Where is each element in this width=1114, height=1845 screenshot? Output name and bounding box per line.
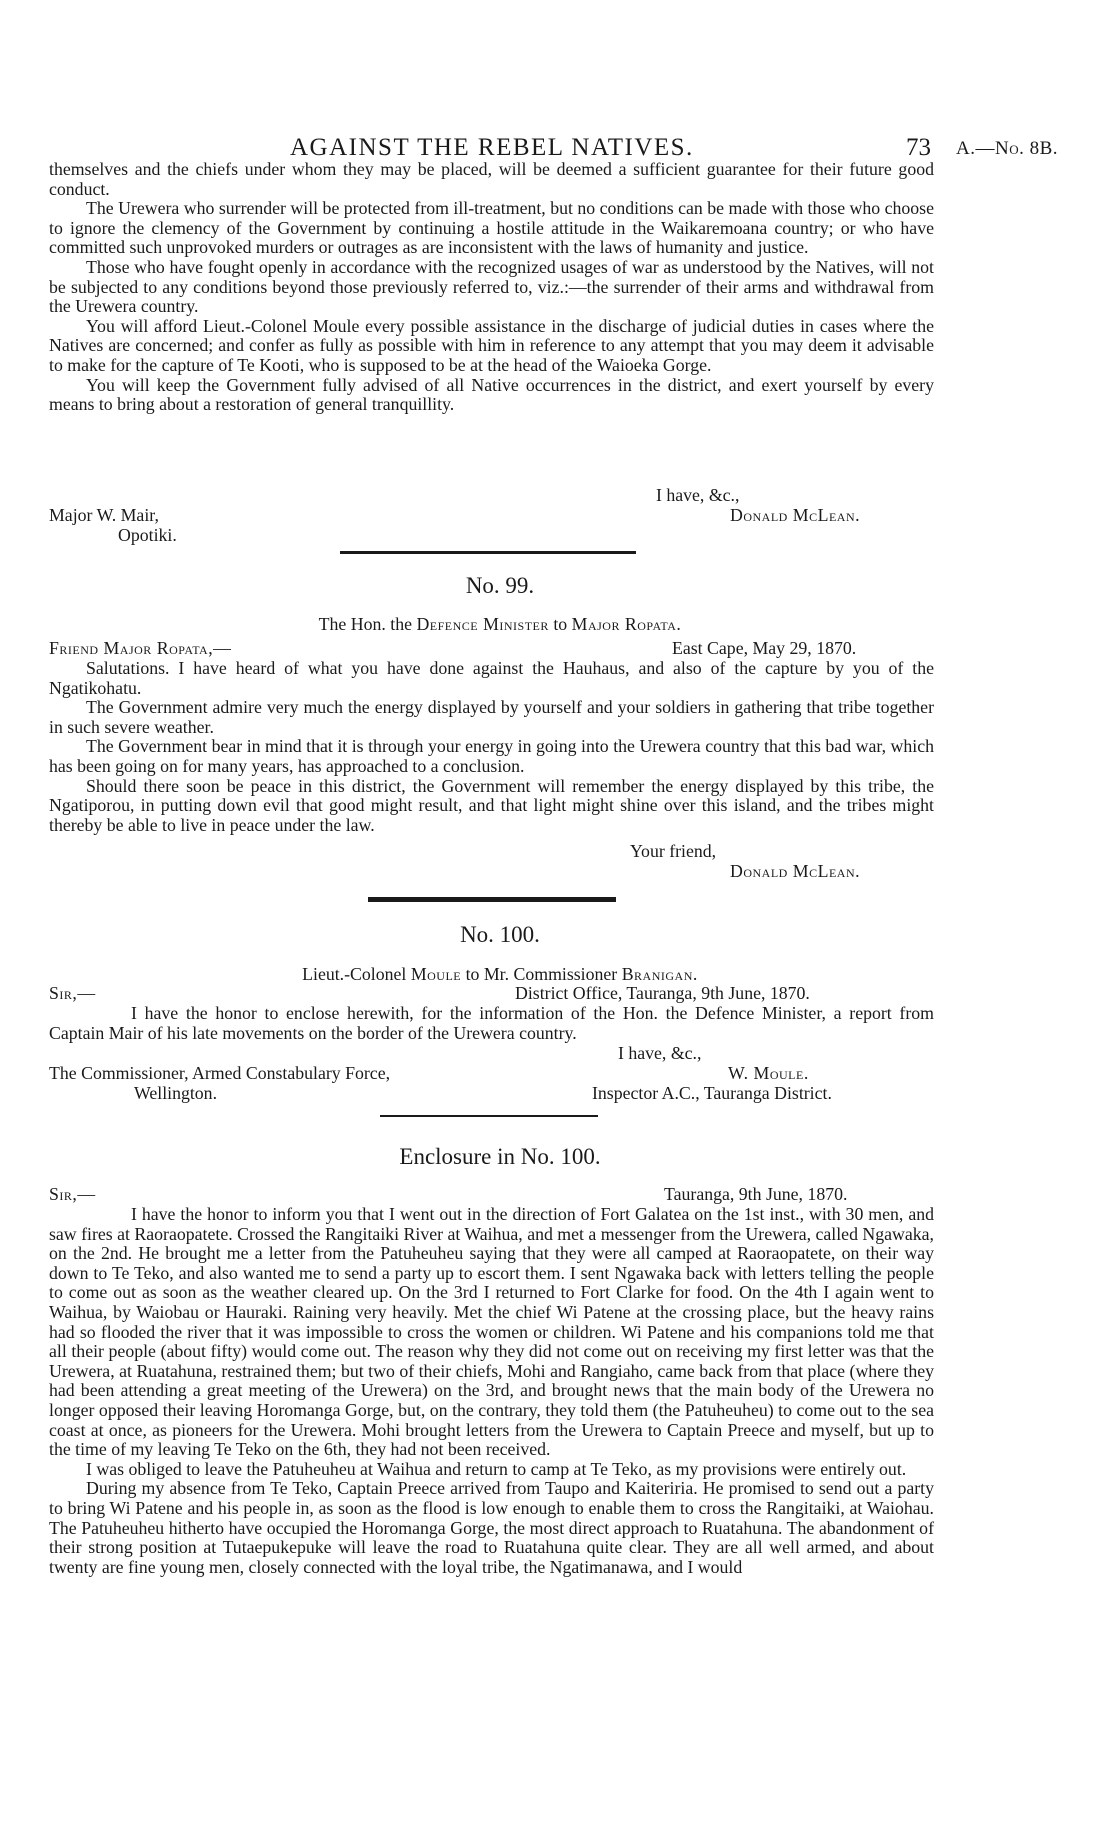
section-heading: Enclosure in No. 100. [399,1144,601,1169]
signature: W. Moule. [728,1063,809,1083]
addressee: The Commissioner, Armed Constabulary Force, [49,1063,391,1083]
place-date: District Office, Tauranga, 9th June, 1870. [515,983,810,1003]
signature: Donald McLean. [730,861,861,881]
place-date: Tauranga, 9th June, 1870. [664,1184,848,1204]
paragraph: The Government bear in mind that it is through your energy in going into the Urewera country that this bad war, which has been going on for many years, has approached to a conclusion. [49,736,934,776]
enclosure-body [49,1205,934,1577]
paragraph: You will afford Lieut.-Colonel Moule every possible assistance in the discharge of judicial duties in cases where the Natives are concerned; and confer as fully as possible with him in reference to any attempt that you may deem it advisable to make for the capture of Te Kooti, who is supposed to be at the head of the Waioeka Gorge. [49,315,934,375]
closing: I have, &c., [656,485,740,505]
section-heading: No. 100. [460,922,540,947]
paragraph: You will keep the Government fully advised of all Native occurrences in the district, and exert yourself by every means to bring about a restoration of general tranquillity. [49,374,934,415]
signature-title: Inspector A.C., Tauranga District. [592,1083,832,1103]
addressee: Major W. Mair, [49,505,159,525]
section-rule [380,1115,598,1117]
paragraph: The Government admire very much the energy displayed by yourself and your soldiers in gathering that tribe together in such severe weather. [49,697,934,737]
section-rule [340,551,636,554]
closing: Your friend, [630,841,717,861]
document-reference: A.—No. 8B. [956,138,1059,159]
section-heading: No. 99. [465,573,535,598]
letter-100-body [49,1004,934,1043]
letter-98-body [49,160,934,415]
addressee-place: Opotiki. [118,525,177,545]
section-rule [368,897,616,902]
paragraph: themselves and the chiefs under whom they may be placed, will be deemed a sufficient guarantee for their future good conduct. [49,159,934,199]
running-title: AGAINST THE REBEL NATIVES. [290,134,694,161]
letter-99-body [49,659,934,835]
place-date: East Cape, May 29, 1870. [672,638,857,658]
section-subheading: Lieut.-Colonel Moule to Mr. Commissioner Branigan. [302,964,698,984]
salutation: Sir,— [49,983,96,1003]
paragraph: I was obliged to leave the Patuheuheu at Waihua and return to camp at Te Teko, as my provisions were entirely out. [86,1458,907,1479]
paragraph: The Urewera who surrender will be protected from ill-treatment, but no conditions can be made with those who choose to ignore the clemency of the Government by continuing a hostile attitude in the Waikaremoana country; or who have committed such unprovoked murders or outrages as are inconsistent with the laws of humanity and justice. [49,198,934,258]
salutation: Sir,— [49,1184,96,1204]
closing: I have, &c., [618,1043,702,1063]
paragraph: I have the honor to inform you that I went out in the direction of Fort Galatea on the 1st inst., with 30 men, and saw fires at Raoraopatete. Crossed the Rangitaiki River at Waihua, and met a messenger from the Urewera, called Ngawaka, on the 2nd. He brought me a letter from the Patuheuheu saying that they were all camped at Raoraopatete, on their way down to Te Teko, and also wanted me to send a party up to escort them. I sent Ngawaka back with letters telling the people to come out as soon as the weather cleared up. On the 3rd I returned to Fort Clarke for food. On the 4th I again went to Waihua, by Waiobau or Hauraki. Raining very heavily. Met the chief Wi Patene at the crossing place, but the heavy rains had so flooded the river that it was impossible to cross the women or children. Wi Patene and his companions told me that all their people (about fifty) would come out. The reason why they did not come out on receiving my first letter was that the Urewera, at Ruatahuna, restrained them; but two of their chiefs, Mohi and Rangiaho, came back from that place (where they had been attending a great meeting of the Urewera) on the 3rd, and brought news that the main body of the Urewera no longer opposed their leaving Horomanga Gorge, but, on the contrary, they told them (the Patuheuheu) to come out to the sea coast at once, as pioneers for the Urewera. Mohi brought letters from the Urewera to Captain Preece and myself, but up to the time of my leaving Te Teko on the 6th, they had not been received. [49,1204,934,1460]
paragraph: Those who have fought openly in accordance with the recognized usages of war as understood by the Natives, will not be subjected to any conditions beyond those previously referred to, viz.:—the surrender of their arms and withdrawal from the Urewera country. [49,256,934,317]
paragraph: I have the honor to enclose herewith, for the information of the Hon. the Defence Minister, a report from Captain Mair of his late movements on the border of the Urewera country. [49,1003,934,1043]
page-number: 73 [906,134,931,161]
salutation: Friend Major Ropata,— [49,638,232,658]
paragraph: During my absence from Te Teko, Captain Preece arrived from Taupo and Kaiteriria. He promised to send out a party to bring Wi Patene and his people in, as soon as the flood is low enough to enable them to cross the Rangitaiki, at Waiohau. The Patuheuheu hitherto have occupied the Horomanga Gorge, the most direct approach to Ruatahuna. The abandonment of their strong position at Tutaepukepuke will leave the road to Ruatahuna quite clear. They are all well armed, and about twenty are fine young men, closely connected with the loyal tribe, the Ngatimanawa, and I would [49,1478,934,1577]
paragraph: Should there soon be peace in this district, the Government will remember the energy displayed by this tribe, the Ngatiporou, in putting down evil that good might result, and that light might shine over this island, and the tribes might thereby be able to live in peace under the law. [49,775,934,835]
section-subheading: The Hon. the Defence Minister to Major Ropata. [318,614,682,634]
addressee-place: Wellington. [134,1083,218,1103]
paragraph: Salutations. I have heard of what you have done against the Hauhaus, and also of the capture by you of the Ngatikohatu. [49,658,934,698]
signature: Donald McLean. [730,505,861,525]
